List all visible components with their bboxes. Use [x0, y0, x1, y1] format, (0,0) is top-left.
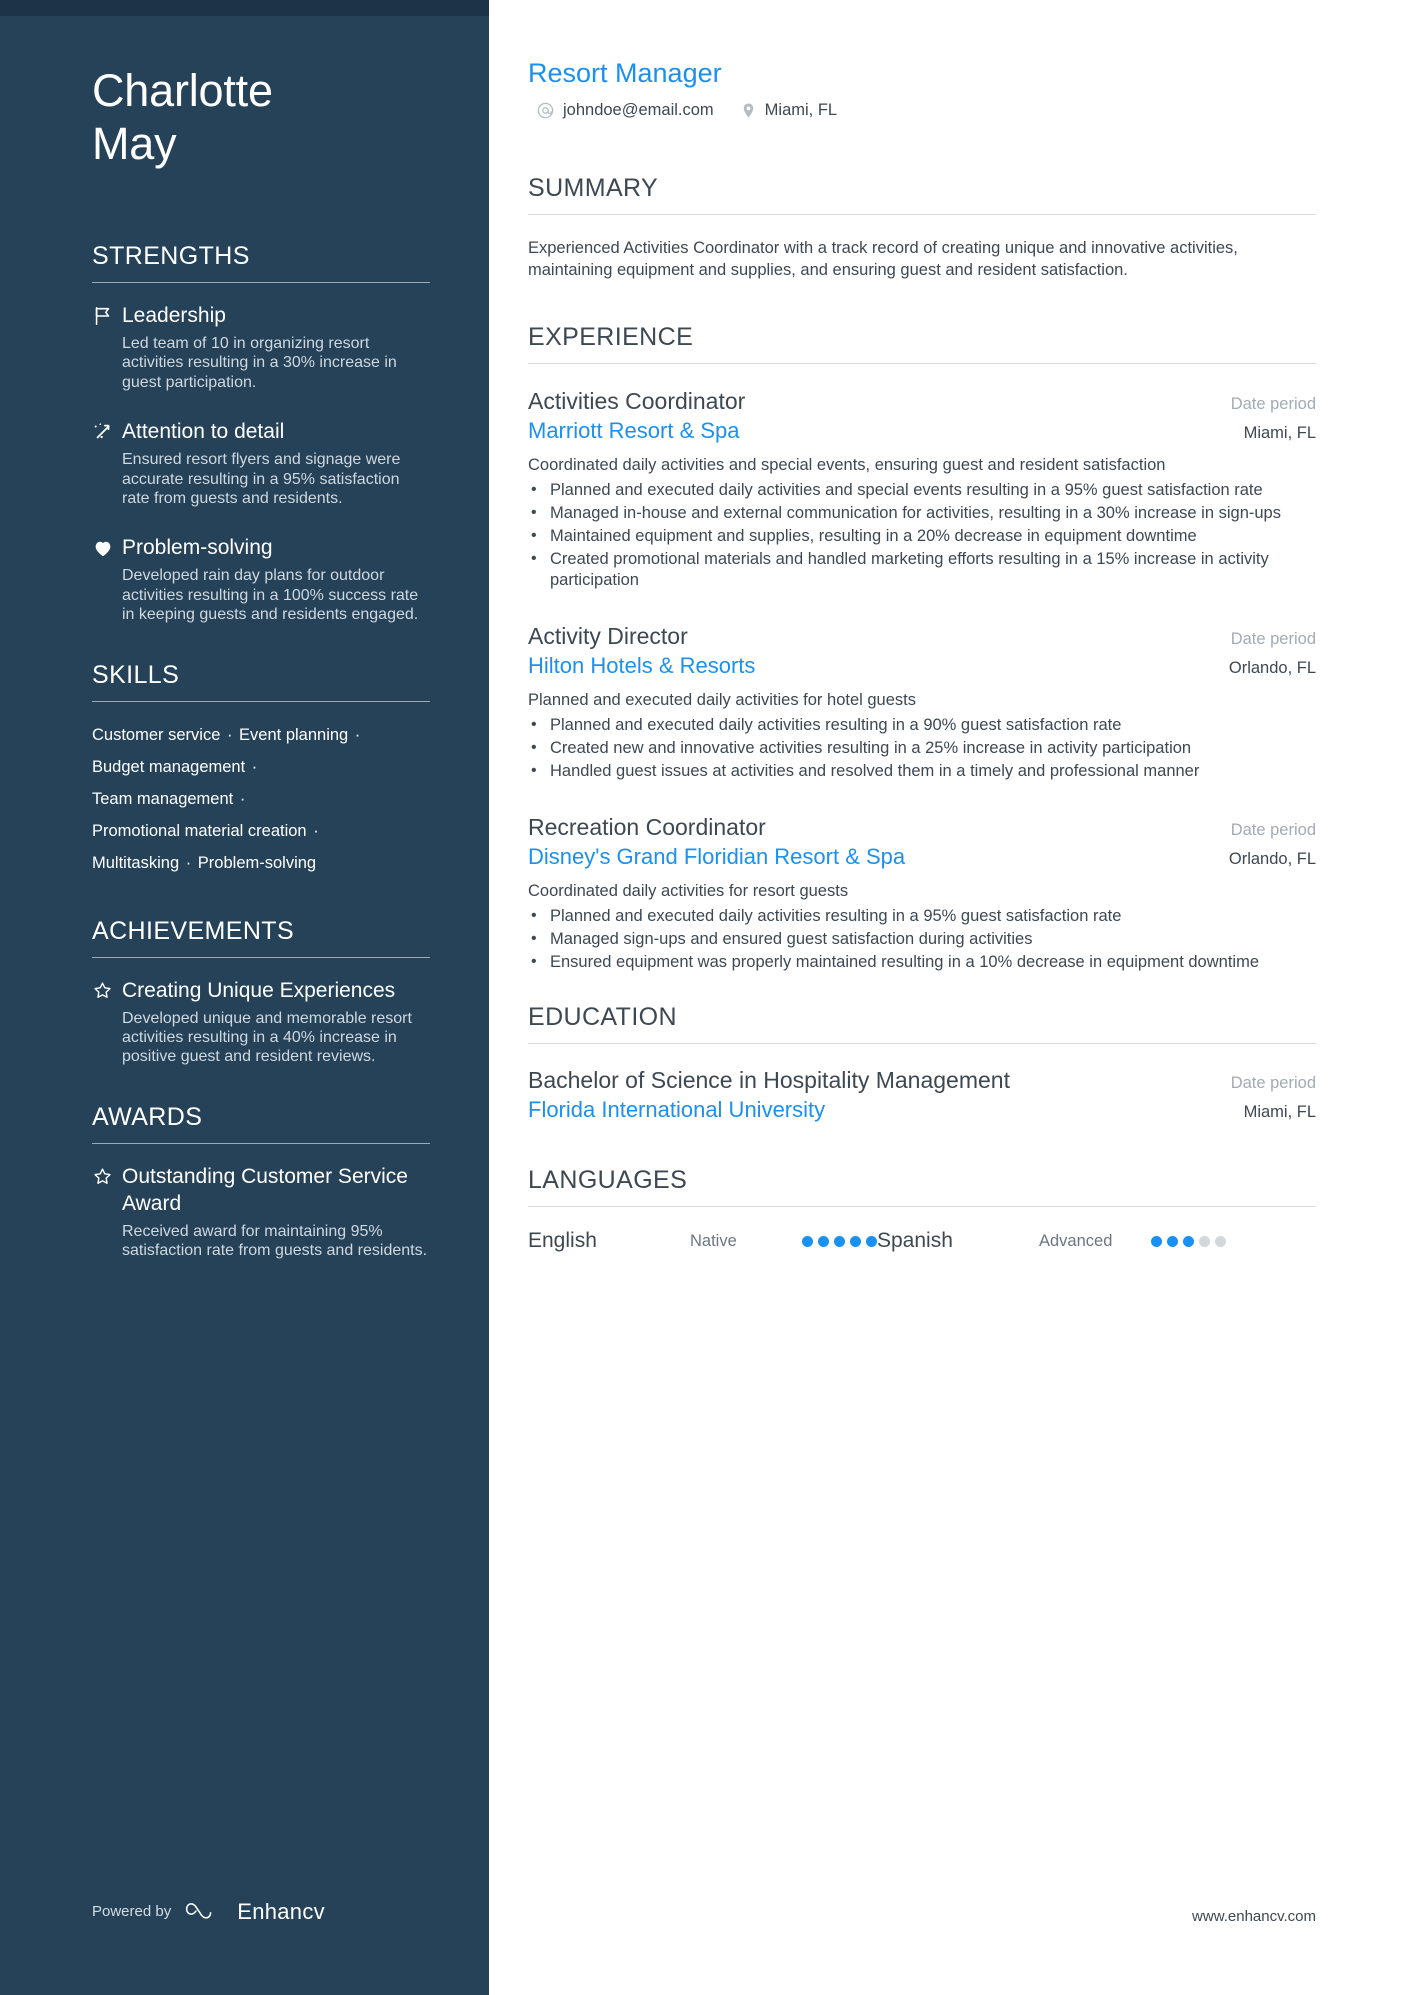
rating-dot — [1215, 1236, 1226, 1247]
job-bullet: • Planned and executed daily activities resulting in a 95% guest satisfaction rate — [528, 906, 1316, 927]
skill-line — [92, 719, 431, 751]
education-divider — [528, 1043, 1316, 1044]
skill-separator: · — [247, 757, 258, 776]
skills-divider — [92, 701, 430, 702]
job-title: Activities Coordinator — [528, 388, 746, 414]
strength-item — [92, 534, 431, 624]
skill-line — [92, 783, 431, 815]
role-title: Resort Manager — [528, 58, 722, 88]
achievement-item — [92, 977, 431, 1067]
skill-line — [92, 847, 431, 879]
job-location: Orlando, FL — [1228, 850, 1316, 868]
skills-section — [92, 661, 431, 879]
experience-item — [528, 621, 1316, 782]
achievements-section — [92, 917, 431, 1067]
job-summary: Planned and executed daily activities for hotel guests — [528, 691, 916, 709]
job-company[interactable]: Disney's Grand Floridian Resort & Spa — [528, 844, 906, 869]
achievements-heading: ACHIEVEMENTS — [92, 916, 295, 945]
rating-dot — [1151, 1236, 1162, 1247]
languages-section — [528, 1166, 1316, 1253]
experience-heading: EXPERIENCE — [528, 323, 694, 351]
sidebar — [0, 0, 489, 1995]
education-school[interactable]: Florida International University — [528, 1097, 826, 1122]
award-item — [92, 1163, 431, 1261]
skill-separator: · — [308, 821, 319, 840]
strength-item — [92, 302, 431, 392]
contact-location — [740, 101, 837, 120]
language-rating-dots — [802, 1236, 877, 1247]
language-name: English — [528, 1229, 597, 1252]
language-level: Native — [690, 1231, 737, 1250]
strength-item — [92, 418, 431, 508]
job-location: Orlando, FL — [1228, 659, 1316, 677]
language-item — [528, 1229, 877, 1253]
enhancv-logo-icon — [183, 1898, 225, 1925]
sidebar-top-accent-bar — [0, 0, 489, 16]
strength-title: Problem-solving — [122, 536, 273, 560]
summary-text: Experienced Activities Coordinator with a track record of creating unique and innovative activities, maintaining equipment and supplies, and ensuring guest and resident satisfaction. — [528, 239, 1238, 279]
job-company[interactable]: Hilton Hotels & Resorts — [528, 653, 756, 678]
experience-item — [528, 812, 1316, 973]
enhancv-brand-name: Enhancv — [237, 1898, 325, 1924]
contact-row — [528, 101, 1316, 120]
skill-separator: · — [235, 789, 246, 808]
skill-separator: · — [222, 725, 238, 744]
strength-title: Leadership — [122, 304, 226, 327]
strength-description: Developed rain day plans for outdoor activities resulting in a 100% success rate in keeping guests and residents engaged. — [122, 567, 419, 624]
skill-separator: · — [181, 853, 196, 872]
rating-dot — [834, 1236, 845, 1247]
rating-dot — [802, 1236, 813, 1247]
strength-description: Ensured resort flyers and signage were accurate resulting in a 95% satisfaction rate from guests and residents. — [122, 451, 401, 508]
website-footer: www.enhancv.com — [1192, 1908, 1316, 1925]
job-bullet: • Handled guest issues at activities and resolved them in a timely and professional manner — [528, 761, 1316, 782]
strength-description: Led team of 10 in organizing resort activities resulting in a 30% increase in guest participation. — [122, 335, 397, 391]
candidate-last-name: May — [92, 118, 177, 169]
awards-heading: AWARDS — [92, 1102, 203, 1131]
contact-location-value: Miami, FL — [764, 101, 838, 119]
star-icon — [92, 977, 122, 1001]
experience-divider — [528, 363, 1316, 364]
contact-email[interactable] — [536, 101, 714, 120]
language-rating-dots — [1151, 1236, 1226, 1247]
star-icon — [92, 1163, 122, 1187]
experience-item — [528, 386, 1316, 591]
strengths-heading: STRENGTHS — [92, 242, 250, 270]
education-item — [528, 1066, 1316, 1124]
skill-item: Problem-solving — [197, 853, 317, 872]
education-degree: Bachelor of Science in Hospitality Management — [528, 1067, 1010, 1093]
strengths-divider — [92, 282, 430, 283]
job-summary: Coordinated daily activities for resort guests — [528, 882, 849, 900]
location-pin-icon — [740, 101, 757, 120]
job-title: Activity Director — [528, 623, 688, 649]
achievement-description: Developed unique and memorable resort activities resulting in a 40% increase in positive guest and resident reviews. — [122, 1009, 412, 1066]
job-bullet: • Ensured equipment was properly maintained resulting in a 10% decrease in equipment downtime — [528, 952, 1316, 973]
job-title: Recreation Coordinator — [528, 814, 766, 840]
summary-heading: SUMMARY — [528, 174, 659, 202]
skill-item: Budget management — [92, 757, 246, 776]
skill-item: Promotional material creation — [92, 821, 307, 840]
rating-dot — [818, 1236, 829, 1247]
powered-by-label: Powered by — [92, 1903, 172, 1920]
magic-wand-icon — [92, 418, 122, 443]
skill-separator: · — [350, 725, 361, 744]
skills-heading: SKILLS — [92, 660, 180, 689]
skill-item: Customer service — [92, 725, 221, 744]
job-bullet-list — [528, 715, 1316, 782]
job-bullet: • Managed sign-ups and ensured guest satisfaction during activities — [528, 929, 1316, 950]
job-location: Miami, FL — [1243, 424, 1316, 442]
rating-dot — [1199, 1236, 1210, 1247]
language-level: Advanced — [1039, 1231, 1113, 1250]
job-date: Date period — [1230, 395, 1316, 413]
languages-divider — [528, 1206, 1316, 1207]
rating-dot — [850, 1236, 861, 1247]
education-location: Miami, FL — [1243, 1103, 1316, 1121]
summary-divider — [528, 214, 1316, 215]
education-date: Date period — [1230, 1074, 1316, 1092]
award-description: Received award for maintaining 95% satisfaction rate from guests and residents. — [122, 1222, 428, 1260]
rating-dot — [866, 1236, 877, 1247]
job-bullet: • Created new and innovative activities resulting in a 25% increase in activity participation — [528, 738, 1316, 759]
job-bullet: • Maintained equipment and supplies, resulting in a 20% decrease in equipment downtime — [528, 526, 1316, 547]
skill-line — [92, 815, 431, 847]
awards-section — [92, 1103, 431, 1261]
experience-section — [528, 323, 1316, 973]
job-bullet: • Managed in-house and external communication for activities, resulting in a 30% increase in sign-ups — [528, 503, 1316, 524]
strength-title: Attention to detail — [122, 420, 285, 444]
job-bullet: • Created promotional materials and handled marketing efforts resulting in a 15% increase in activity participation — [528, 549, 1316, 591]
awards-divider — [92, 1143, 430, 1144]
language-name: Spanish — [877, 1229, 953, 1252]
language-item — [877, 1229, 1226, 1253]
summary-section — [528, 174, 1316, 281]
candidate-name — [92, 64, 431, 170]
education-heading: EDUCATION — [528, 1003, 677, 1031]
job-bullet-list — [528, 480, 1316, 591]
main-content — [489, 0, 1410, 1995]
rating-dot — [1183, 1236, 1194, 1247]
skill-item: Event planning — [239, 725, 349, 744]
job-bullet: • Planned and executed daily activities resulting in a 90% guest satisfaction rate — [528, 715, 1316, 736]
sidebar-footer — [92, 1898, 325, 1925]
job-bullet-list — [528, 906, 1316, 973]
at-email-icon — [536, 101, 555, 120]
candidate-first-name: Charlotte — [92, 65, 273, 116]
skills-list — [92, 719, 431, 879]
job-company[interactable]: Marriott Resort & Spa — [528, 418, 740, 443]
flag-icon — [92, 302, 122, 327]
skill-line — [92, 751, 431, 783]
job-summary: Coordinated daily activities and special events, ensuring guest and resident satisfaction — [528, 456, 1166, 474]
rating-dot — [1167, 1236, 1178, 1247]
contact-email-value: johndoe@email.com — [563, 101, 714, 119]
job-bullet: • Planned and executed daily activities and special events resulting in a 95% guest satisfaction rate — [528, 480, 1316, 501]
achievements-divider — [92, 957, 430, 958]
skill-item: Multitasking — [92, 853, 180, 872]
languages-heading: LANGUAGES — [528, 1166, 688, 1194]
achievement-title: Creating Unique Experiences — [122, 978, 396, 1002]
experience-list — [528, 386, 1316, 973]
award-title: Outstanding Customer Service Award — [122, 1164, 408, 1215]
heart-icon — [92, 534, 122, 559]
languages-list — [528, 1229, 1316, 1253]
skill-item: Team management — [92, 789, 234, 808]
job-date: Date period — [1230, 630, 1316, 648]
job-date: Date period — [1230, 821, 1316, 839]
strengths-section — [92, 242, 431, 625]
education-section — [528, 1003, 1316, 1124]
